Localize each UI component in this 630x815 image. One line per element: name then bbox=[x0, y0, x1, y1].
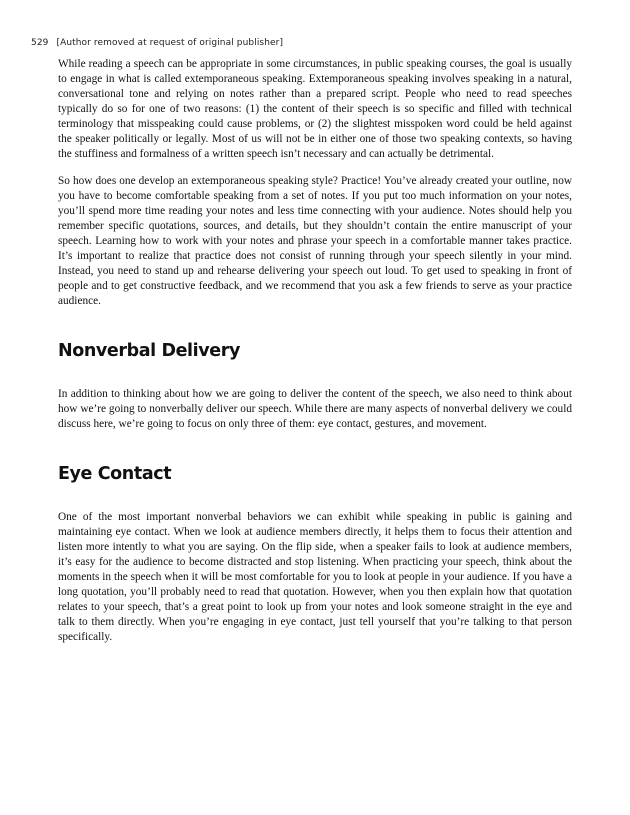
intro-paragraph-1: While reading a speech can be appropriate in some circumstances, in public speaking courses, the goal is usually to engage in what is called extemporaneous speaking. Extemporaneous speaking involves speaking in a natural, conversational tone and relying on notes rather than a prepared script. People who need to read speeches typically do so for one of two reasons: (1) the content of their speech is so specific and filled with technical terminology that misspeaking could cause problems, or (2) the slightest misspoken word could be held against the speaker politically or legally. Most of us will not be in either one of those two speaking contexts, so having the stuffiness and formalness of a written speech isn’t necessary and can actually be detrimental. bbox=[58, 58, 572, 160]
page-body bbox=[58, 57, 572, 645]
nonverbal-delivery-paragraph: In addition to thinking about how we are going to deliver the content of the speech, we also need to think about how we’re going to nonverbally deliver our speech. While there are many aspects of nonverbal delivery we could discuss here, we’re going to focus on only three of them: eye contact, gestures, and movement. bbox=[58, 388, 572, 430]
intro-paragraph-2: So how does one develop an extemporaneous speaking style? Practice! You’ve already created your outline, now you have to become comfortable speaking from a set of notes. If you put too much information on your notes, you’ll spend more time reading your notes and less time connecting with your audience. Notes should help you remember specific quotations, sources, and details, but they shouldn’t contain the entire manuscript of your speech. Learning how to work with your notes and phrase your speech in a comfortable manner takes practice. It’s important to realize that practice does not consist of running through your speech silently in your mind. Instead, you need to stand up and rehearse delivering your speech out loud. To get used to speaking in front of people and to get constructive feedback, and we recommend that you ask a few friends to serve as your practice audience. bbox=[58, 175, 572, 307]
section-heading-nonverbal-delivery: Nonverbal Delivery bbox=[58, 341, 240, 361]
section-heading-eye-contact: Eye Contact bbox=[58, 464, 172, 484]
running-title: [Author removed at request of original publisher] bbox=[56, 38, 284, 48]
eye-contact-paragraph: One of the most important nonverbal behaviors we can exhibit while speaking in public is gaining and maintaining eye contact. When we look at audience members directly, it helps them to focus their attention and listen more intently to what you are saying. On the flip side, when a speaker fails to look at audience members, it’s easy for the audience to become distracted and stop listening. When practicing your speech, think about the moments in the speech when it will be most comfortable for you to look at people in your audience. If you have a long quotation, you’ll probably need to read that quotation. However, when you then explain how that quotation relates to your speech, that’s a great point to look up from your notes and look someone straight in the eye and talk to them directly. When you’re engaging in eye contact, just tell yourself that you’re talking to that person specifically. bbox=[58, 511, 572, 643]
page-number: 529 bbox=[31, 38, 49, 48]
page-header bbox=[31, 38, 283, 48]
